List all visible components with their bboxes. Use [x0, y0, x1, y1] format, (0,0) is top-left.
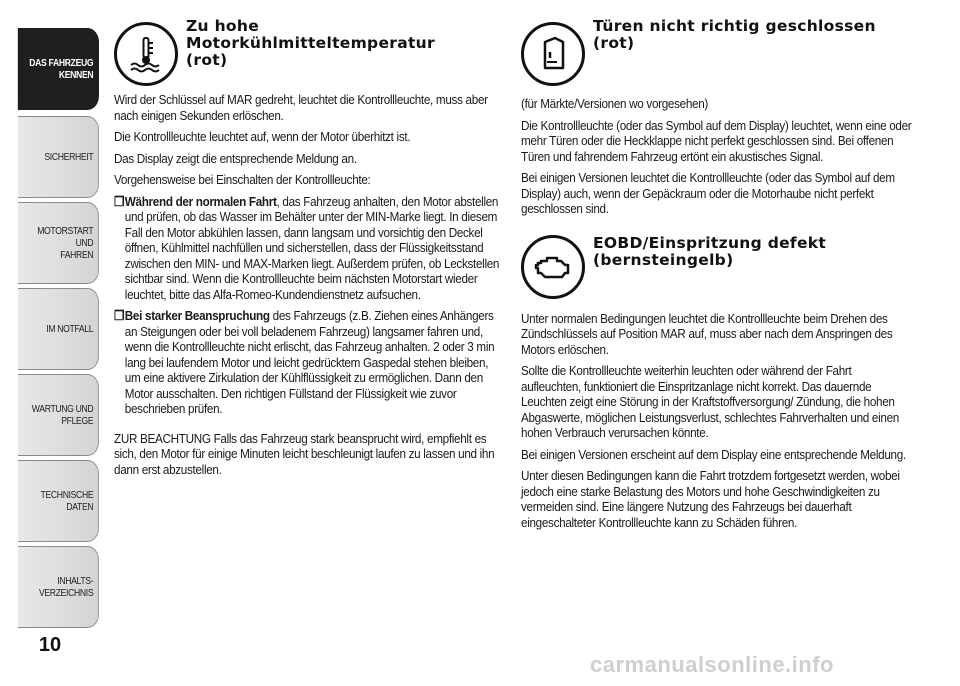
note-paragraph: ZUR BEACHTUNG Falls das Fahrzeug stark beansprucht wird, empfiehlt es sich, den Motor für einige Minuten leicht beschleunigt laufen zu lassen und ihn dann erst abzustellen.	[114, 430, 495, 477]
paragraph: Bei einigen Versionen erscheint auf dem Display eine entsprechende Meldung.	[521, 446, 906, 462]
paragraph: Vorgehensweise bei Einschalten der Kontrollleuchte:	[114, 172, 371, 187]
bullet-bold-lead: Während der normalen Fahrt	[124, 193, 277, 209]
bullet-text	[125, 308, 500, 417]
tab-label: IM NOTFALL	[46, 322, 94, 335]
bullet-rest: des Fahrzeugs (z.B. Ziehen eines Anhängers an Steigungen oder bei voll beladenem Fahrzeug) langsamer fahren und, wenn die Kontrollleuchte nicht erlischt, das Fahrzeug anhalten. 2 oder 3 min lang bei laufendem Motor und leicht gedrücktem Gaspedal stehen bleiben, um eine aktivere Zirkulation der Kühlflüssigkeit zu ermöglichen. Dann den Motor ausschalten. Den richtigen Füllstand der Flüssigkeit wie zuvor beschrieben prüfen.	[124, 308, 495, 416]
checkbox-bullet-icon: ❒	[114, 193, 125, 209]
paragraph: (für Märkte/Versionen wo vorgesehen)	[521, 96, 709, 111]
tab-label: SICHERHEIT	[44, 150, 94, 163]
bullet-text	[125, 194, 500, 303]
paragraph: Unter diesen Bedingungen kann die Fahrt trotzdem fortgesetzt werden, wobei jedoch eine starke Belastung des Motors und hohe Geschwindigkeiten zu vermeiden sind. Eine längere Nutzung des Fahrzeugs bei dauerhaft eingeschalteter Kontrollleuchte kann zu Schäden führen.	[521, 468, 900, 530]
engine-check-icon	[521, 235, 585, 299]
left-column	[114, 18, 500, 483]
watermark: carmanualsonline.info	[590, 652, 834, 677]
paragraph: Das Display zeigt die entsprechende Meldung an.	[114, 150, 357, 166]
paragraph: Sollte die Kontrollleuchte weiterhin leuchten oder während der Fahrt aufleuchten, funktioniert die Einspritzanlage nicht korrekt. Das dauernde Leuchten zeigt eine Störung in der Kraftstoffversorgung/ Zündung, die hohen Abgaswerte, möglichen Leistungsverlust, schlechtes Fahrverhalten und einen hohen Verbrauch verursachen könnte.	[521, 363, 899, 440]
paragraph: Unter normalen Bedingungen leuchtet die Kontrollleuchte beim Drehen des Zündschlüssels auf Position MAR auf, muss aber nach dem Anspringen des Motors erlöschen.	[521, 310, 893, 357]
tab-label: WARTUNG UND PFLEGE	[31, 402, 94, 427]
bullet-normal-driving	[114, 194, 500, 303]
tab-sicherheit[interactable]	[18, 116, 99, 198]
eobd-warning-header	[521, 231, 913, 299]
tab-im-notfall[interactable]	[18, 288, 99, 370]
tab-das-fahrzeug-kennen[interactable]	[18, 28, 99, 110]
eobd-warning-body	[521, 311, 913, 531]
page-number: 10	[38, 634, 62, 656]
door-open-icon	[521, 22, 585, 86]
tab-wartung-und-pflege[interactable]	[18, 374, 99, 456]
bullet-rest: , das Fahrzeug anhalten, den Motor abstellen und prüfen, ob das Wasser im Behälter unter der MIN-Marke liegt. In diesem Fall den Motor abkühlen lassen, dann langsam und vorsichtig den Deckel öffnen, Kühlmittel nachfüllen und sicherstellen, dass der Flüssigkeitsstand zwischen den MIN- und MAX-Marken liegt. Außerdem prüfen, ob Leckstellen sichtbar sind. Wenn die Kontrollleuchte beim nächsten Motorstart wieder leuchtet, bitte das Alfa-Romeo-Kundendienstnetz aufsuchen.	[124, 193, 500, 302]
door-warning-body	[521, 96, 913, 217]
paragraph: Die Kontrollleuchte (oder das Symbol auf dem Display) leuchtet, wenn eine oder mehr Türen oder die Heckklappe nicht perfekt geschlossen sind. Bei offenen Türen und fahrendem Fahrzeug ertönt ein akustisches Signal.	[521, 117, 912, 164]
tab-inhaltsverzeichnis[interactable]	[18, 546, 99, 628]
door-warning-header	[521, 18, 913, 86]
paragraph: Die Kontrollleuchte leuchtet auf, wenn der Motor überhitzt ist.	[114, 129, 411, 144]
coolant-warning-body	[114, 92, 500, 477]
door-warning-title: Türen nicht richtig geschlossen (rot)	[593, 17, 876, 52]
bullet-heavy-load	[114, 308, 500, 417]
paragraph: Wird der Schlüssel auf MAR gedreht, leuchtet die Kontrollleuchte, muss aber nach einigen Sekunden erlöschen.	[114, 92, 488, 123]
tab-label: MOTORSTART UND FAHREN	[37, 224, 94, 262]
tab-label: DAS FAHRZEUG KENNEN	[29, 56, 94, 81]
tab-label: INHALTS- VERZEICHNIS	[38, 574, 94, 599]
tab-motorstart-und-fahren[interactable]	[18, 202, 99, 284]
tab-technische-daten[interactable]	[18, 460, 99, 542]
tab-label: TECHNISCHE DATEN	[40, 488, 94, 513]
paragraph: Bei einigen Versionen leuchtet die Kontrollleuchte (oder das Symbol auf dem Display) auch, wenn der Gepäckraum oder die Motorhaube nicht perfekt geschlossen sind.	[521, 170, 895, 216]
right-column	[521, 18, 913, 536]
coolant-warning-title: Zu hohe Motorkühlmitteltemperatur (rot)	[186, 17, 435, 69]
bullet-bold-lead: Bei starker Beanspruchung	[124, 308, 270, 323]
coolant-warning-header	[114, 18, 500, 86]
coolant-temperature-icon	[114, 22, 178, 86]
checkbox-bullet-icon: ❒	[114, 308, 125, 323]
eobd-warning-title: EOBD/Einspritzung defekt (bernsteingelb)	[593, 233, 827, 269]
